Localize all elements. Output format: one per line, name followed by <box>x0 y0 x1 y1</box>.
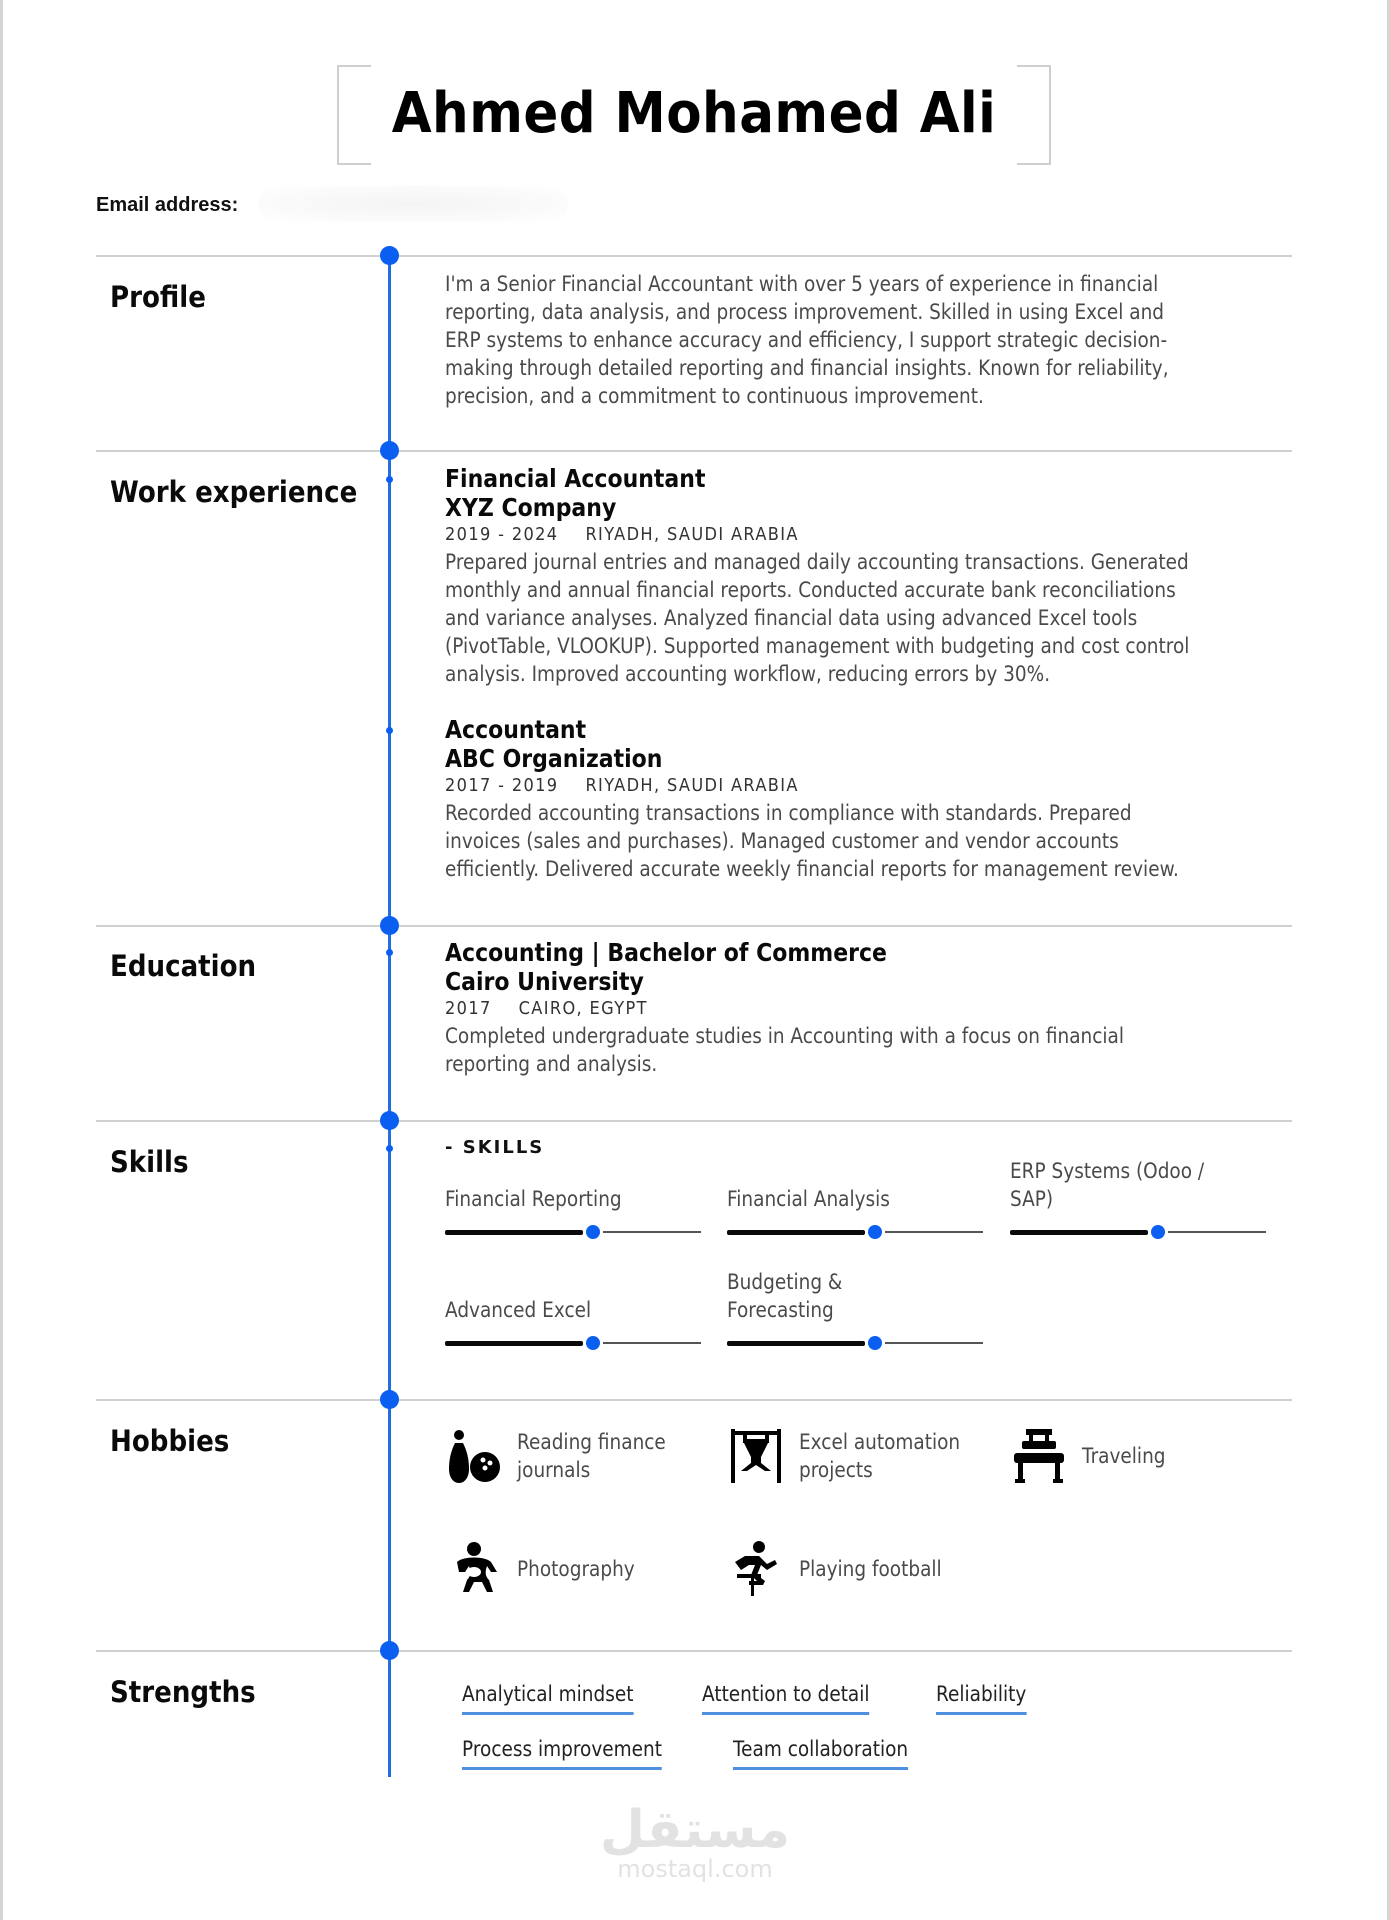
profile-line: precision, and a commitment to continuous improvement. <box>445 384 984 408</box>
skill-knob <box>868 1225 882 1239</box>
job-entry <box>445 715 1295 883</box>
job-company: XYZ Company <box>445 493 617 522</box>
job-dates: 2019 - 2024 <box>445 524 559 545</box>
skill-item <box>727 1271 983 1350</box>
skill-track-rest <box>885 1342 983 1344</box>
skill-item <box>727 1172 983 1239</box>
education-entry <box>445 938 1295 1078</box>
skill-label: ERP Systems (Odoo / SAP) <box>1010 1159 1205 1211</box>
skill-track-rest <box>603 1231 701 1233</box>
section-title-strengths: Strengths <box>110 1675 256 1709</box>
hobby-label: Reading finance journals <box>517 1430 666 1482</box>
section-title-profile: Profile <box>110 280 206 314</box>
timeline-subdot <box>386 476 393 483</box>
skill-label: Budgeting & Forecasting <box>727 1270 843 1322</box>
hobby-label: Traveling <box>1082 1444 1166 1468</box>
skill-knob <box>1151 1225 1165 1239</box>
watermark-arabic: مستقل <box>599 1800 791 1860</box>
wrestler-icon <box>445 1540 503 1598</box>
hobby-item <box>727 1427 989 1485</box>
education-meta <box>445 996 1210 1022</box>
section-divider <box>96 1399 1292 1401</box>
job-role: Accountant <box>445 715 587 744</box>
job-desc-line: analysis. Improved accounting workflow, reducing errors by 30%. <box>445 662 1051 686</box>
skill-fill <box>727 1230 865 1235</box>
timeline-dot <box>380 1111 399 1130</box>
skill-knob <box>868 1336 882 1350</box>
hobby-item <box>445 1427 707 1485</box>
hobby-label: Excel automation projects <box>799 1430 961 1482</box>
job-location: RIYADH, SAUDI ARABIA <box>585 524 799 545</box>
candidate-name: Ahmed Mohamed Ali <box>391 81 997 146</box>
job-role: Financial Accountant <box>445 464 706 493</box>
pommel-horse-icon <box>1010 1427 1068 1485</box>
section-divider <box>96 925 1292 927</box>
job-desc-line: Prepared journal entries and managed daily accounting transactions. Generated <box>445 550 1189 574</box>
job-desc-line: (PivotTable, VLOOKUP). Supported management with budgeting and cost control <box>445 634 1190 658</box>
skills-heading: - SKILLS <box>445 1137 545 1158</box>
job-desc-line: efficiently. Delivered accurate weekly financial reports for management review. <box>445 857 1179 881</box>
skill-item <box>445 1172 701 1239</box>
job-company: ABC Organization <box>445 744 663 773</box>
timeline-subdot <box>386 1145 393 1152</box>
job-meta <box>445 522 1210 548</box>
skill-fill <box>727 1341 865 1346</box>
section-divider <box>96 450 1292 452</box>
job-meta <box>445 773 1210 799</box>
skill-knob <box>586 1225 600 1239</box>
skill-level-bar <box>445 1225 701 1239</box>
section-title-work: Work experience <box>110 475 358 509</box>
job-entry <box>445 464 1295 688</box>
section-title-hobbies: Hobbies <box>110 1424 230 1458</box>
strength-tag: Reliability <box>936 1680 1026 1715</box>
timeline-dot <box>380 246 399 265</box>
skill-label: Financial Analysis <box>727 1187 890 1211</box>
skill-level-bar <box>1010 1225 1266 1239</box>
email-value-redacted <box>258 186 568 222</box>
education-year: 2017 <box>445 998 492 1019</box>
profile-line: ERP systems to enhance accuracy and efficiency, I support strategic decision- <box>445 328 1168 352</box>
job-desc-line: Recorded accounting transactions in compliance with standards. Prepared <box>445 801 1132 825</box>
email-label: Email address: <box>96 194 239 216</box>
skill-item <box>445 1283 701 1350</box>
education-desc-line: reporting and analysis. <box>445 1052 658 1076</box>
skill-knob <box>586 1336 600 1350</box>
skill-level-bar <box>727 1225 983 1239</box>
hobby-item <box>445 1540 717 1598</box>
watermark-url: mostaql.com <box>617 1855 773 1883</box>
job-desc-line: monthly and annual financial reports. Conducted accurate bank reconciliations <box>445 578 1176 602</box>
job-desc-line: invoices (sales and purchases). Managed customer and vendor accounts <box>445 829 1119 853</box>
skill-fill <box>445 1341 583 1346</box>
section-divider <box>96 255 1292 257</box>
skill-track-rest <box>1168 1231 1266 1233</box>
profile-line: reporting, data analysis, and process improvement. Skilled in using Excel and <box>445 300 1165 324</box>
school: Cairo University <box>445 967 644 996</box>
bowling-icon <box>445 1427 503 1485</box>
hurdle-runner-icon <box>727 1540 785 1598</box>
strength-tag: Attention to detail <box>702 1680 870 1715</box>
degree: Accounting | Bachelor of Commerce <box>445 938 887 967</box>
skill-level-bar <box>727 1336 983 1350</box>
timeline-dot <box>380 1641 399 1660</box>
timeline-subdot <box>386 949 393 956</box>
timeline-dot <box>380 1390 399 1409</box>
pull-up-bar-icon <box>727 1427 785 1485</box>
profile-line: making through detailed reporting and financial insights. Known for reliability, <box>445 356 1169 380</box>
job-desc-line: and variance analyses. Analyzed financial data using advanced Excel tools <box>445 606 1138 630</box>
job-dates: 2017 - 2019 <box>445 775 559 796</box>
education-desc-line: Completed undergraduate studies in Accounting with a focus on financial <box>445 1024 1124 1048</box>
profile-line: I'm a Senior Financial Accountant with over 5 years of experience in financial <box>445 272 1159 296</box>
skill-label: Financial Reporting <box>445 1187 622 1211</box>
timeline-subdot <box>386 727 393 734</box>
hobby-item <box>727 1540 999 1598</box>
hobby-label: Photography <box>517 1557 635 1581</box>
hobby-label: Playing football <box>799 1557 942 1581</box>
job-location: RIYADH, SAUDI ARABIA <box>585 775 799 796</box>
skill-fill <box>1010 1230 1148 1235</box>
skill-track-rest <box>603 1342 701 1344</box>
skill-label: Advanced Excel <box>445 1298 592 1322</box>
strength-tag: Analytical mindset <box>462 1680 633 1715</box>
skill-level-bar <box>445 1336 701 1350</box>
strength-tag: Process improvement <box>462 1735 662 1770</box>
section-title-skills: Skills <box>110 1145 189 1179</box>
section-divider <box>96 1650 1292 1652</box>
timeline-dot <box>380 441 399 460</box>
hobby-item <box>1010 1427 1232 1485</box>
strength-tag: Team collaboration <box>733 1735 908 1770</box>
education-location: CAIRO, EGYPT <box>518 998 648 1019</box>
section-divider <box>96 1120 1292 1122</box>
section-title-education: Education <box>110 949 257 983</box>
name-header <box>337 65 1051 165</box>
skill-track-rest <box>885 1231 983 1233</box>
timeline-dot <box>380 916 399 935</box>
profile-summary <box>445 270 1295 410</box>
skill-fill <box>445 1230 583 1235</box>
skill-item <box>1010 1160 1266 1239</box>
